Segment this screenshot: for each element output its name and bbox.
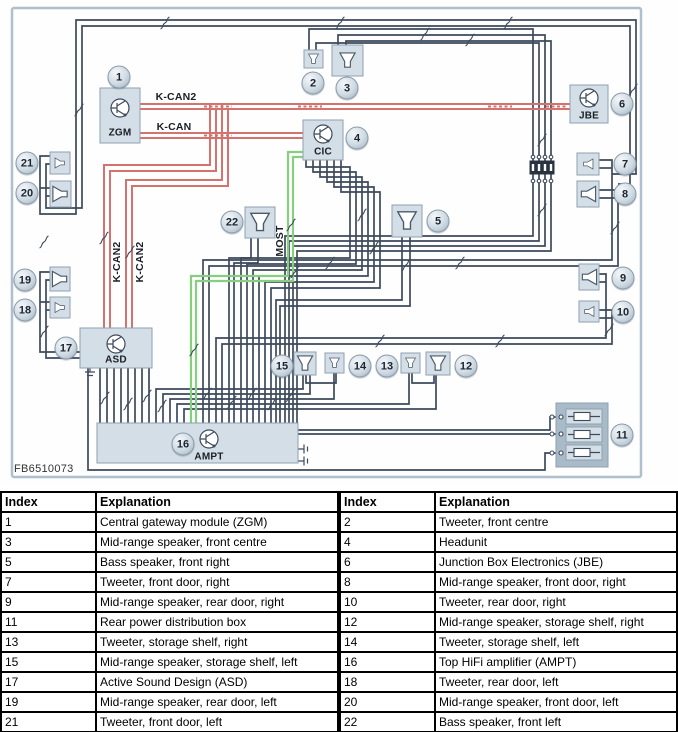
legend-header-index: Index — [340, 492, 435, 512]
cable-break-mark — [158, 400, 167, 412]
chip-icon-zgm — [111, 99, 129, 117]
explanation-cell: Tweeter, front centre — [435, 512, 677, 532]
chip-icon-ampt — [200, 430, 218, 448]
explanation-cell: Tweeter, rear door, right — [435, 592, 677, 612]
table-row — [340, 612, 677, 632]
callout-18: 18 — [14, 299, 37, 322]
callout-12: 12 — [455, 355, 478, 378]
table-row — [1, 612, 338, 632]
table-row — [340, 532, 677, 552]
table-row — [340, 712, 677, 732]
speaker-icon-tweeter-rear-door-left — [50, 297, 70, 318]
cable-break-mark — [496, 335, 505, 347]
index-cell: 14 — [340, 632, 435, 652]
explanation-cell: Mid-range speaker, rear door, left — [96, 692, 338, 712]
table-row — [1, 712, 338, 732]
legend-header-explanation: Explanation — [435, 492, 677, 512]
table-row — [340, 592, 677, 612]
callout-4: 4 — [346, 127, 369, 150]
callout-14: 14 — [349, 355, 372, 378]
legend-header-row — [340, 492, 677, 512]
module-label-asd: ASD — [105, 354, 127, 366]
explanation-cell: Central gateway module (ZGM) — [96, 512, 338, 532]
speaker-icon-midrange-front-door-left — [50, 181, 71, 207]
speaker-icon-bass-front-right — [392, 205, 422, 237]
index-cell: 8 — [340, 572, 435, 592]
callout-11: 11 — [611, 424, 634, 447]
explanation-cell: Tweeter, front door, left — [96, 712, 338, 732]
cable-break-mark — [336, 17, 345, 29]
callout-7: 7 — [614, 153, 637, 176]
bus-label-kcan2-vertical-a: K-CAN2 — [111, 241, 123, 283]
speaker-icon-bass-front-left — [245, 207, 275, 238]
table-row — [340, 512, 677, 532]
explanation-cell: Mid-range speaker, storage shelf, left — [96, 652, 338, 672]
callout-13: 13 — [376, 355, 399, 378]
index-cell: 15 — [1, 652, 96, 672]
legend-header-index: Index — [1, 492, 96, 512]
explanation-cell: Rear power distribution box — [96, 612, 338, 632]
bus-label-kcan2-vertical-b: K-CAN2 — [134, 241, 146, 283]
module-boxes — [80, 85, 608, 463]
table-row — [340, 572, 677, 592]
callout-19: 19 — [14, 269, 37, 292]
module-label-ampt: AMPT — [194, 451, 224, 463]
callout-22: 22 — [221, 211, 244, 234]
cable-break-mark — [456, 257, 465, 269]
explanation-cell: Mid-range speaker, front door, right — [435, 572, 677, 592]
index-cell: 9 — [1, 592, 96, 612]
callout-1: 1 — [108, 66, 131, 89]
chip-icon-jbe — [580, 89, 598, 107]
explanation-cell: Tweeter, storage shelf, right — [96, 632, 338, 652]
table-row — [340, 652, 677, 672]
legend-header-explanation: Explanation — [96, 492, 338, 512]
explanation-cell: Tweeter, rear door, left — [435, 672, 677, 692]
callout-9: 9 — [612, 267, 635, 290]
speaker-icon-midrange-shelf-right — [426, 352, 450, 375]
index-cell: 6 — [340, 552, 435, 572]
speaker-icon-midrange-rear-door-right — [579, 264, 599, 290]
legend-table-right-mount — [339, 491, 678, 732]
cable-break-mark — [143, 390, 152, 402]
explanation-cell: Mid-range speaker, rear door, right — [96, 592, 338, 612]
speaker-icon-tweeter-shelf-left — [325, 353, 344, 373]
explanation-cell: Top HiFi amplifier (AMPT) — [435, 652, 677, 672]
callout-17: 17 — [55, 337, 78, 360]
explanation-cell: Bass speaker, front left — [435, 712, 677, 732]
table-row — [340, 552, 677, 572]
index-cell: 16 — [340, 652, 435, 672]
speaker-icon-tweeter-front-door-right — [577, 153, 599, 175]
explanation-cell: Active Sound Design (ASD) — [96, 672, 338, 692]
explanation-cell: Headunit — [435, 532, 677, 552]
cable-break-mark — [376, 335, 385, 347]
legend-tables — [0, 491, 678, 732]
figure-number: FB6510073 — [14, 463, 74, 475]
module-label-jbe: JBE — [578, 110, 600, 122]
bus-label-kcan: K-CAN — [156, 121, 192, 133]
index-cell: 12 — [340, 612, 435, 632]
callout-8: 8 — [614, 183, 637, 206]
explanation-cell: Mid-range speaker, front door, left — [435, 692, 677, 712]
speaker-icon-tweeter-front-door-left — [50, 152, 70, 174]
callout-15: 15 — [271, 355, 294, 378]
speaker-icon-tweeter-front-centre — [304, 50, 323, 68]
index-cell: 2 — [340, 512, 435, 532]
speaker-icon-midrange-shelf-left — [294, 352, 316, 375]
index-cell: 21 — [1, 712, 96, 732]
callout-5: 5 — [427, 210, 450, 233]
index-cell: 20 — [340, 692, 435, 712]
table-row — [1, 592, 338, 612]
table-row — [1, 652, 338, 672]
callout-6: 6 — [611, 93, 634, 116]
module-label-cic: CIC — [314, 146, 332, 158]
index-cell: 18 — [340, 672, 435, 692]
callout-2: 2 — [302, 72, 325, 95]
callout-21: 21 — [16, 152, 39, 175]
cable-break-mark — [161, 17, 170, 29]
index-cell: 17 — [1, 672, 96, 692]
cable-break-mark — [40, 236, 49, 248]
legend-header-row — [1, 492, 338, 512]
explanation-cell: Tweeter, front door, right — [96, 572, 338, 592]
table-row — [1, 572, 338, 592]
table-row — [1, 692, 338, 712]
table-row — [1, 552, 338, 572]
index-cell: 19 — [1, 692, 96, 712]
explanation-cell: Tweeter, storage shelf, left — [435, 632, 677, 652]
callout-20: 20 — [16, 182, 39, 205]
table-row — [340, 692, 677, 712]
power-distribution-box — [550, 403, 608, 467]
table-row — [1, 632, 338, 652]
chip-icon-asd — [107, 335, 125, 353]
cable-break-mark — [504, 17, 513, 29]
index-cell: 7 — [1, 572, 96, 592]
cable-break-mark — [101, 392, 110, 404]
index-cell: 11 — [1, 612, 96, 632]
table-row — [1, 532, 338, 552]
speaker-icon-midrange-rear-door-left — [50, 267, 70, 291]
bus-label-kcan2: K-CAN2 — [155, 91, 197, 103]
speaker-icon-tweeter-shelf-right — [401, 353, 420, 373]
callout-16: 16 — [172, 433, 195, 456]
legend-table-left-mount — [0, 491, 339, 732]
bus-label-most: MOST — [274, 225, 286, 257]
table-row — [340, 672, 677, 692]
index-cell: 5 — [1, 552, 96, 572]
explanation-cell: Mid-range speaker, front centre — [96, 532, 338, 552]
index-cell: 22 — [340, 712, 435, 732]
explanation-cell: Mid-range speaker, storage shelf, right — [435, 612, 677, 632]
table-row — [1, 512, 338, 532]
table-row — [340, 632, 677, 652]
legend-table-right — [339, 491, 678, 732]
chip-icon-cic — [314, 125, 332, 143]
index-cell: 3 — [1, 532, 96, 552]
explanation-cell: Junction Box Electronics (JBE) — [435, 552, 677, 572]
speaker-icon-tweeter-rear-door-right — [579, 301, 599, 322]
callout-3: 3 — [336, 77, 359, 100]
index-cell: 13 — [1, 632, 96, 652]
speaker-icon-midrange-front-centre — [332, 45, 363, 76]
callout-10: 10 — [612, 301, 635, 324]
module-label-zgm: ZGM — [108, 127, 132, 139]
explanation-cell: Bass speaker, front right — [96, 552, 338, 572]
speaker-icon-midrange-front-door-right — [577, 181, 599, 207]
table-row — [1, 672, 338, 692]
index-cell: 4 — [340, 532, 435, 552]
index-cell: 1 — [1, 512, 96, 532]
index-cell: 10 — [340, 592, 435, 612]
legend-table-left — [0, 491, 339, 732]
